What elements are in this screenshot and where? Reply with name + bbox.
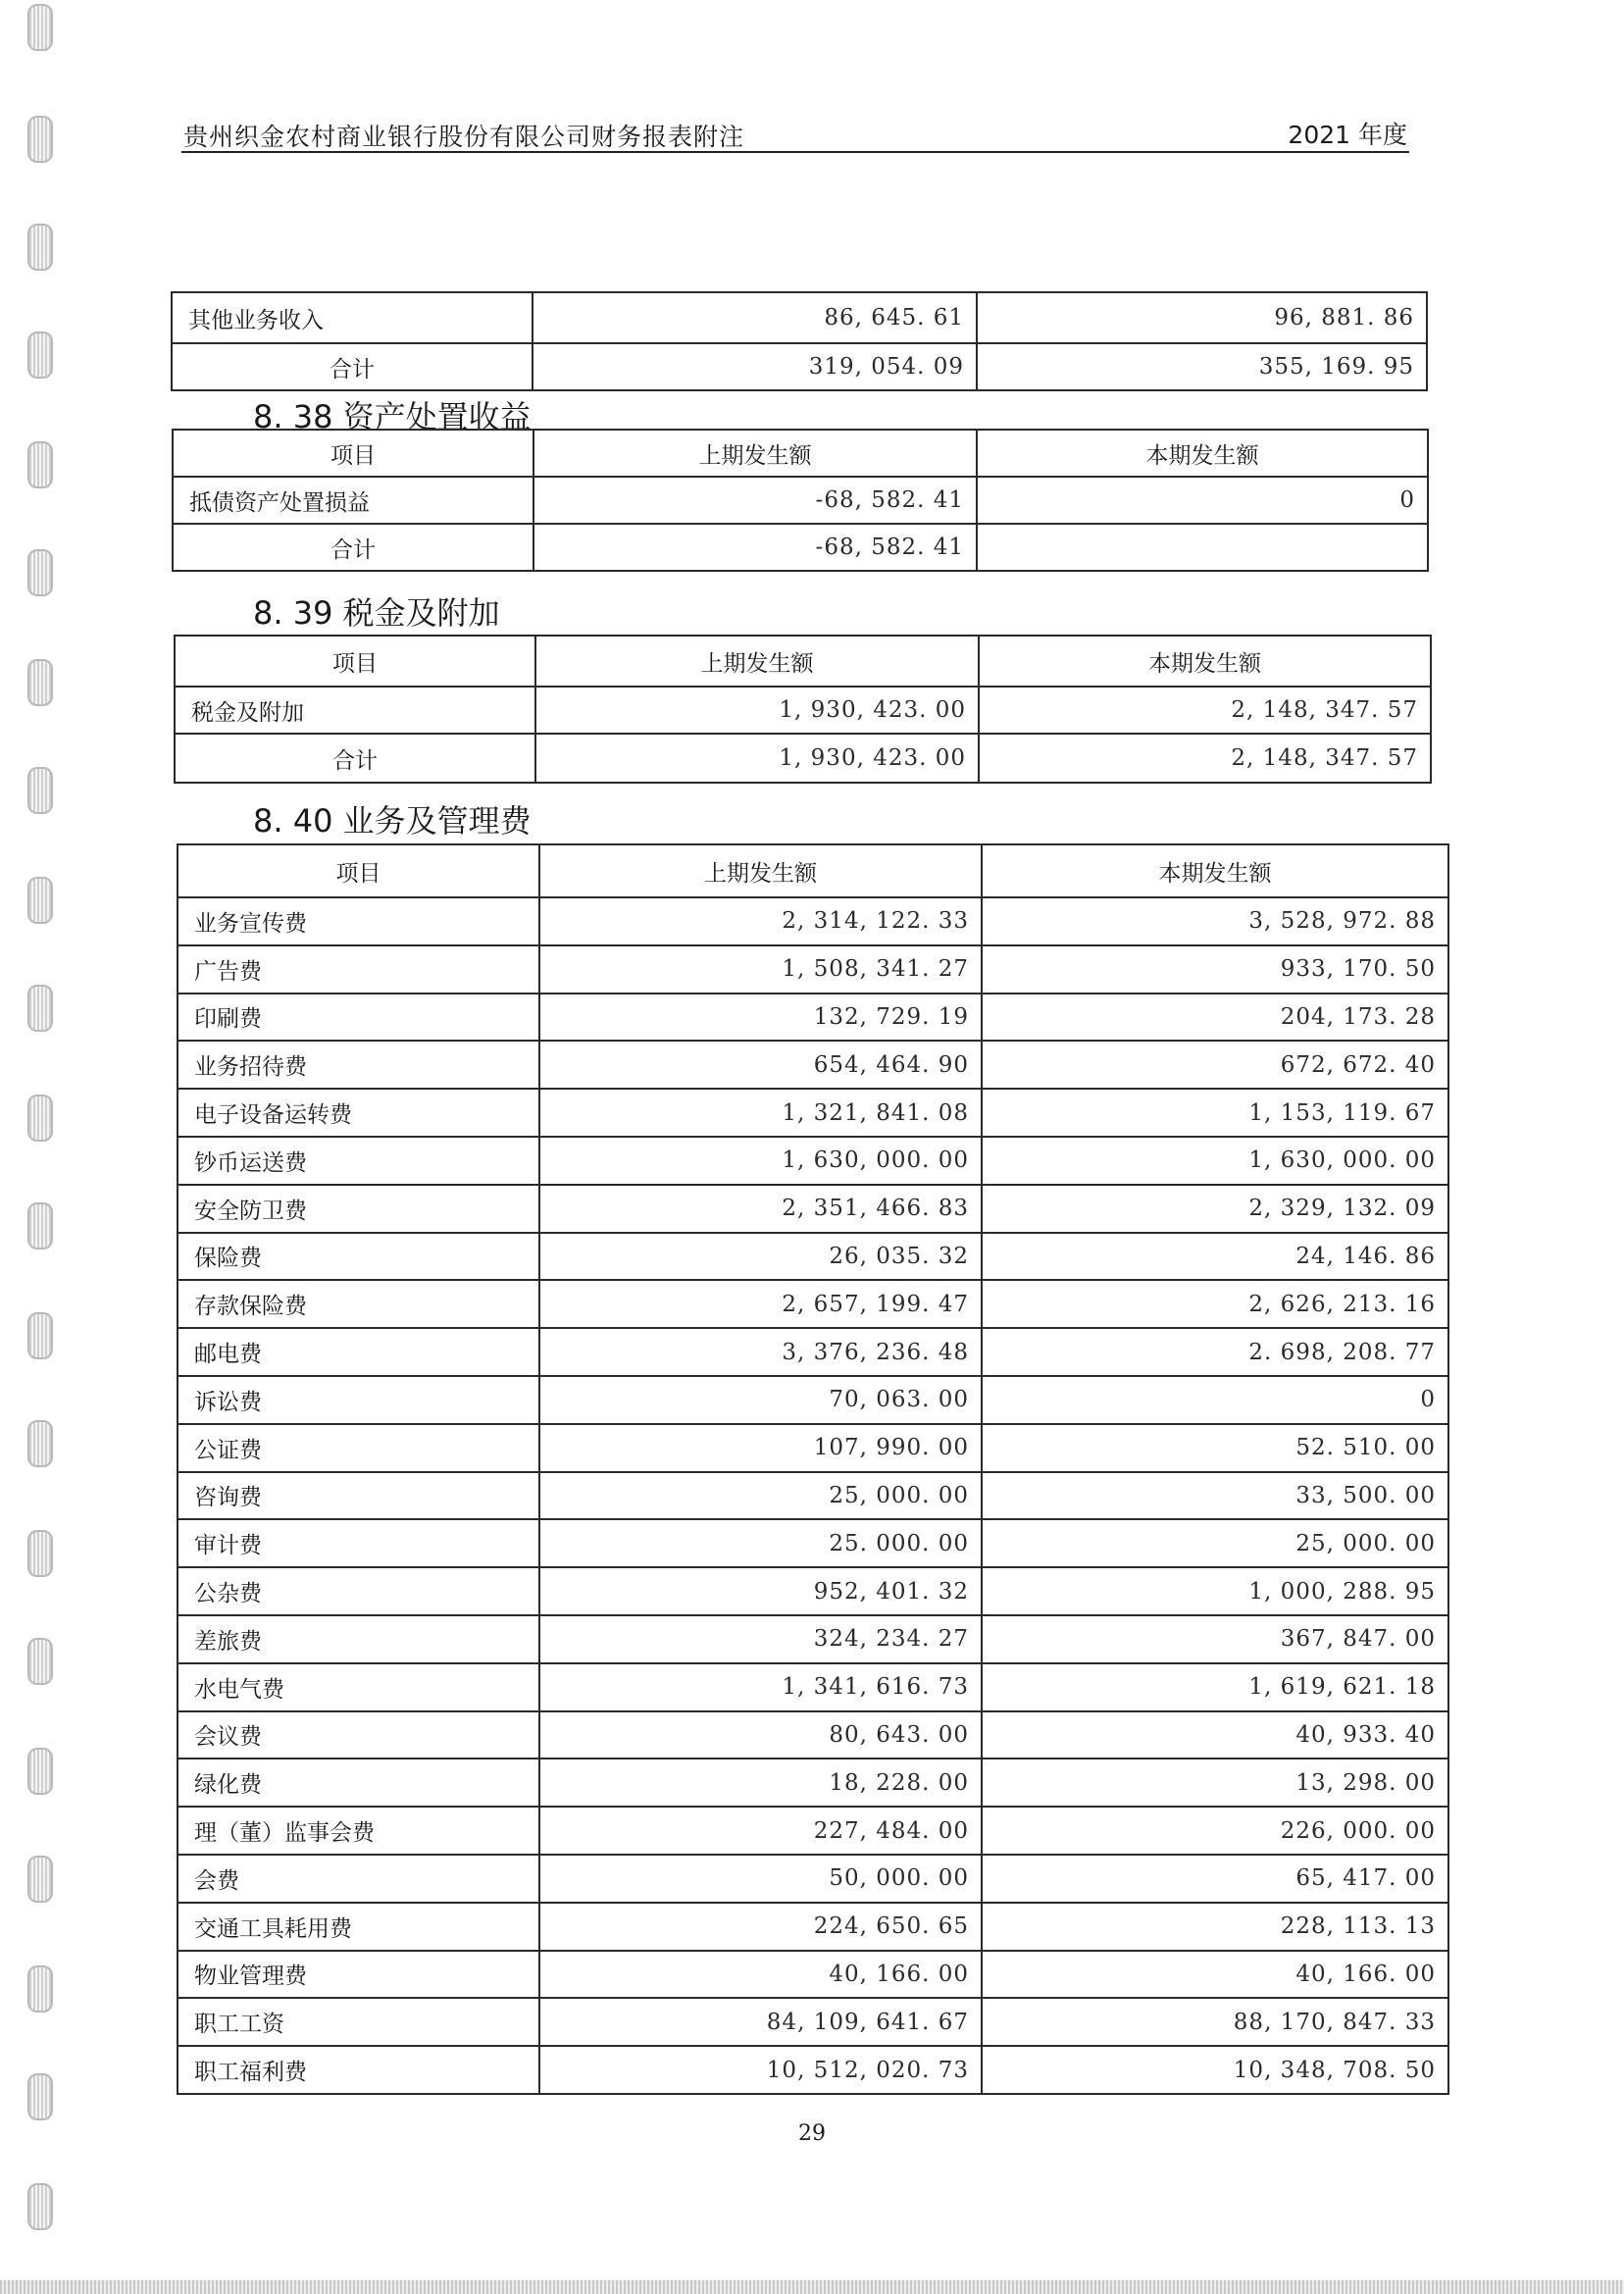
total-row [172, 343, 1427, 390]
row-label: 绿化费 [178, 1759, 539, 1807]
col-header-item: 项目 [175, 636, 535, 687]
total-row [173, 524, 1428, 571]
curr-amount: 367, 847. 00 [982, 1615, 1448, 1663]
table-taxes-surcharges [174, 635, 1432, 784]
report-year: 2021 年度 [1288, 121, 1407, 149]
row-label: 邮电费 [178, 1328, 539, 1376]
prev-amount: 1, 630, 000. 00 [539, 1137, 982, 1185]
prev-amount: 1, 508, 341. 27 [539, 945, 982, 994]
prev-amount: 1, 930, 423. 00 [535, 687, 979, 734]
table-row [178, 1711, 1448, 1759]
prev-amount: 18, 228. 00 [539, 1759, 982, 1807]
binding-holes [25, 0, 53, 2294]
prev-amount: 25. 000. 00 [539, 1519, 982, 1567]
row-label: 交通工具耗用费 [178, 1903, 539, 1951]
table-row [178, 1089, 1448, 1137]
prev-amount: 107, 990. 00 [539, 1424, 982, 1472]
row-label: 咨询费 [178, 1472, 539, 1520]
curr-amount: 1, 000, 288. 95 [982, 1567, 1448, 1615]
curr-amount: 204, 173. 28 [982, 994, 1448, 1042]
table-row [178, 1233, 1448, 1281]
curr-amount: 40, 166. 00 [982, 1951, 1448, 1999]
prev-amount: -68, 582. 41 [533, 524, 977, 571]
curr-amount: 1, 630, 000. 00 [982, 1137, 1448, 1185]
total-label: 合计 [175, 734, 535, 783]
curr-amount: 3, 528, 972. 88 [982, 897, 1448, 945]
prev-amount: 26, 035. 32 [539, 1233, 982, 1281]
prev-amount: 84, 109, 641. 67 [539, 1998, 982, 2046]
total-label: 合计 [173, 524, 533, 571]
table-row [178, 1328, 1448, 1376]
curr-amount: 52. 510. 00 [982, 1424, 1448, 1472]
table-row [178, 994, 1448, 1042]
curr-amount: 25, 000. 00 [982, 1519, 1448, 1567]
prev-amount: 1, 930, 423. 00 [535, 734, 979, 783]
prev-amount: 132, 729. 19 [539, 994, 982, 1042]
curr-amount: 228, 113. 13 [982, 1903, 1448, 1951]
curr-amount: 933, 170. 50 [982, 945, 1448, 994]
prev-amount: 654, 464. 90 [539, 1041, 982, 1089]
table-business-admin-expenses [177, 843, 1449, 2095]
table-row [178, 1280, 1448, 1328]
row-label: 水电气费 [178, 1663, 539, 1711]
table-row [178, 1807, 1448, 1855]
curr-amount: 10, 348, 708. 50 [982, 2046, 1448, 2094]
row-label: 电子设备运转费 [178, 1089, 539, 1137]
prev-amount: 952, 401. 32 [539, 1567, 982, 1615]
table-row [172, 292, 1427, 343]
curr-amount: 96, 881. 86 [977, 292, 1427, 343]
prev-amount: 80, 643. 00 [539, 1711, 982, 1759]
prev-amount: 1, 321, 841. 08 [539, 1089, 982, 1137]
table-other-business-income [171, 291, 1428, 391]
col-header-curr: 本期发生额 [977, 430, 1428, 477]
curr-amount: 33, 500. 00 [982, 1472, 1448, 1520]
row-label: 职工福利费 [178, 2046, 539, 2094]
prev-amount: 2, 657, 199. 47 [539, 1280, 982, 1328]
table-row [178, 1903, 1448, 1951]
col-header-curr: 本期发生额 [979, 636, 1431, 687]
table-row [178, 1472, 1448, 1520]
total-row [175, 734, 1431, 783]
row-label: 抵债资产处置损益 [173, 477, 533, 524]
total-label: 合计 [172, 343, 533, 390]
table-row [178, 1615, 1448, 1663]
curr-amount: 2, 148, 347. 57 [979, 734, 1431, 783]
table-row [178, 1376, 1448, 1424]
table-row [178, 1041, 1448, 1089]
curr-amount: 1, 619, 621. 18 [982, 1663, 1448, 1711]
row-label: 钞币运送费 [178, 1137, 539, 1185]
prev-amount: 227, 484. 00 [539, 1807, 982, 1855]
row-label: 会费 [178, 1855, 539, 1903]
table-row [178, 945, 1448, 994]
curr-amount: 2, 148, 347. 57 [979, 687, 1431, 734]
row-label: 业务招待费 [178, 1041, 539, 1089]
prev-amount: 10, 512, 020. 73 [539, 2046, 982, 2094]
prev-amount: 86, 645. 61 [533, 292, 977, 343]
row-label: 税金及附加 [175, 687, 535, 734]
table-row [178, 897, 1448, 945]
prev-amount: 25, 000. 00 [539, 1472, 982, 1520]
row-label: 会议费 [178, 1711, 539, 1759]
table-row [178, 1185, 1448, 1233]
table-row [178, 1424, 1448, 1472]
curr-amount: 226, 000. 00 [982, 1807, 1448, 1855]
table-row [178, 1137, 1448, 1185]
section-title-839: 8. 39 税金及附加 [253, 594, 500, 632]
curr-amount: 2. 698, 208. 77 [982, 1328, 1448, 1376]
table-row [178, 1998, 1448, 2046]
curr-amount: 2, 626, 213. 16 [982, 1280, 1448, 1328]
prev-amount: 3, 376, 236. 48 [539, 1328, 982, 1376]
curr-amount [977, 524, 1428, 571]
curr-amount: 2, 329, 132. 09 [982, 1185, 1448, 1233]
table-row [178, 1759, 1448, 1807]
prev-amount: 1, 341, 616. 73 [539, 1663, 982, 1711]
curr-amount: 1, 153, 119. 67 [982, 1089, 1448, 1137]
col-header-item: 项目 [178, 844, 539, 897]
curr-amount: 13, 298. 00 [982, 1759, 1448, 1807]
curr-amount: 672, 672. 40 [982, 1041, 1448, 1089]
row-label: 安全防卫费 [178, 1185, 539, 1233]
row-label: 物业管理费 [178, 1951, 539, 1999]
row-label: 印刷费 [178, 994, 539, 1042]
row-label: 职工工资 [178, 1998, 539, 2046]
row-label: 保险费 [178, 1233, 539, 1281]
curr-amount: 65, 417. 00 [982, 1855, 1448, 1903]
col-header-prev: 上期发生额 [535, 636, 979, 687]
prev-amount: -68, 582. 41 [533, 477, 977, 524]
row-label: 公证费 [178, 1424, 539, 1472]
prev-amount: 324, 234. 27 [539, 1615, 982, 1663]
table-row [175, 687, 1431, 734]
curr-amount: 0 [977, 477, 1428, 524]
page-header [181, 112, 1409, 153]
company-name: 贵州织金农村商业银行股份有限公司财务报表附注 [183, 123, 745, 151]
prev-amount: 224, 650. 65 [539, 1903, 982, 1951]
row-label: 广告费 [178, 945, 539, 994]
prev-amount: 70, 063. 00 [539, 1376, 982, 1424]
row-label: 存款保险费 [178, 1280, 539, 1328]
table-row [178, 1519, 1448, 1567]
curr-amount: 0 [982, 1376, 1448, 1424]
curr-amount: 24, 146. 86 [982, 1233, 1448, 1281]
row-label: 公杂费 [178, 1567, 539, 1615]
table-row [173, 477, 1428, 524]
table-row [178, 1567, 1448, 1615]
table-row [178, 1663, 1448, 1711]
table-row [178, 1951, 1448, 1999]
row-label: 理（董）监事会费 [178, 1807, 539, 1855]
row-label: 诉讼费 [178, 1376, 539, 1424]
section-title-838: 8. 38 资产处置收益 [253, 398, 532, 435]
table-row [178, 2046, 1448, 2094]
table-row [178, 1855, 1448, 1903]
header-row [178, 844, 1448, 897]
header-row [173, 430, 1428, 477]
prev-amount: 319, 054. 09 [533, 343, 977, 390]
curr-amount: 355, 169. 95 [977, 343, 1427, 390]
col-header-curr: 本期发生额 [982, 844, 1448, 897]
col-header-item: 项目 [173, 430, 533, 477]
prev-amount: 40, 166. 00 [539, 1951, 982, 1999]
table-asset-disposal [172, 429, 1429, 572]
col-header-prev: 上期发生额 [533, 430, 977, 477]
row-label: 差旅费 [178, 1615, 539, 1663]
section-title-840: 8. 40 业务及管理费 [253, 802, 532, 840]
prev-amount: 50, 000. 00 [539, 1855, 982, 1903]
header-row [175, 636, 1431, 687]
curr-amount: 88, 170, 847. 33 [982, 1998, 1448, 2046]
row-label: 审计费 [178, 1519, 539, 1567]
curr-amount: 40, 933. 40 [982, 1711, 1448, 1759]
scan-edge [0, 2280, 1624, 2294]
page-number: 29 [798, 2121, 826, 2146]
col-header-prev: 上期发生额 [539, 844, 982, 897]
row-label: 业务宣传费 [178, 897, 539, 945]
prev-amount: 2, 314, 122. 33 [539, 897, 982, 945]
row-label: 其他业务收入 [172, 292, 533, 343]
prev-amount: 2, 351, 466. 83 [539, 1185, 982, 1233]
